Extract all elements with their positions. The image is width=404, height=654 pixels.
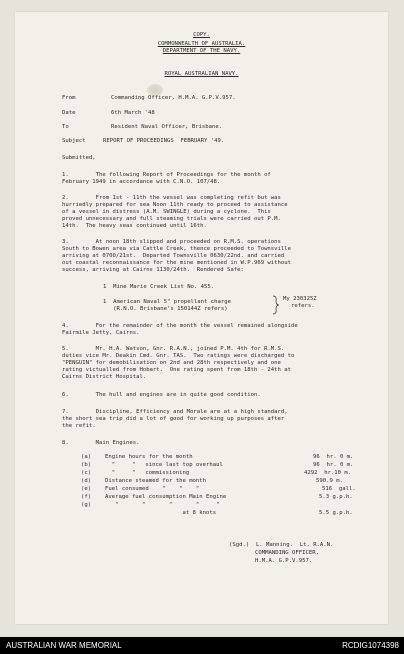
safe-item-2-note: (R.N.O. Brisbane's 150144Z refers) [103,306,228,312]
paragraph-2-line: of a vessel in distress (A.M. SWINGLE) during a cyclone. This [62,209,271,215]
paragraph-7-line: the refit. [62,423,96,429]
brace-icon [272,295,280,315]
from-label: From [62,95,76,101]
subject-value: REPORT OF PROCEEDINGS FEBRUARY '49. [103,138,225,144]
safe-reference-line-2: refers. [291,303,315,309]
paragraph-2-line: hurriedly prepared for sea Noon 11th ready to proceed to assistance [62,202,288,208]
engine-row-value: 5.3 g.p.h. [319,494,353,500]
signature-vessel: H.M.A. G.P.V.957. [255,558,313,564]
paragraph-5-line: duties vice Mr. Deakin Cmd. Gnr. TAS. Two ratings were discharged to [62,353,295,359]
date-value: 6th March '48 [111,110,155,116]
engine-row-label: at 8 knots [105,510,217,516]
paragraph-5-line: Cairns District Hospital. [62,374,147,380]
engine-row-letter: (e) [81,486,92,492]
subject-label: Subject [62,138,86,144]
paragraph-4-line: Fairmile Jetty, Cairns. [62,330,140,336]
paragraph-2-line: 2. From 1st - 11th the vessel was completing refit but was [62,195,281,201]
engine-row-letter: (c) [81,470,92,476]
engine-row-value: 96 hr. 0 m. [313,462,354,468]
engine-row-value: 516 gall. [322,486,356,492]
paragraph-7-line: 7. Discipline, Efficiency and Morale are at a high standard, [62,409,288,415]
engine-row-letter: (f) [81,494,92,500]
engine-row-value: 4292 hr.10 m. [304,470,352,476]
paragraph-2-line: 14th. The heavy seas continued until 16th. [62,223,207,229]
engine-row-label: Distance steamed for the month [105,478,207,484]
engine-row-letter: (g) [81,502,92,508]
paragraph-4-line: 4. For the remainder of the month the vessel remained alongside [62,323,298,329]
date-label: Date [62,110,76,116]
commonwealth-heading: COMMONWEALTH OF AUSTRALIA. [157,41,246,47]
to-label: To [62,124,69,130]
department-heading: DEPARTMENT OF THE NAVY. [162,48,241,54]
safe-reference-line-1: My 230325Z [283,296,317,302]
paragraph-3-line: arriving at 0700/21st. Departed Townsville 0630/22nd. and carried [62,253,285,259]
engine-row-label: Fuel consumed " " " [105,486,200,492]
paragraph-2-line: proved unnecessary and full steaming trials were carried out P.M. [62,216,281,222]
paragraph-5-line: rating victualled from Hobart. One rating spent from 18th - 24th at [62,367,292,373]
from-value: Commanding Officer, H.M.A. G.P.V.957. [111,95,236,101]
engine-row-value: 96 hr. 0 m. [313,454,354,460]
paragraph-3-line: out coastal reconnaissance for the mine mentioned in W.P.969 without [62,260,292,266]
paragraph-6-line: 6. The hull and engines are in quite good condition. [62,392,261,398]
engine-row-value: 5.5 g.p.h. [319,510,353,516]
paragraph-1-line: 1. The following Report of Proceedings for the month of [62,172,271,178]
signature-line: (Sgd.) L. Manning. Lt. R.A.N. [229,542,334,548]
paragraph-5-line: 5. Mr. H.A. Watson, Gnr. R.A.N., joined P.M. 4th for R.M.S. [62,346,285,352]
safe-item-2: 1 American Naval 5" propellant charge [103,299,231,305]
footer-record-id: RCDIG1074398 [342,641,399,650]
engine-row-label: " " since last top overhaul [105,462,223,468]
paragraph-1-line: February 1949 in accordance with C.N.O. 107/48. [62,179,221,185]
engine-row-label: " " " " " [105,502,220,508]
engine-row-letter: (d) [81,478,92,484]
engine-row-label: Engine hours for the month [105,454,193,460]
ran-heading: ROYAL AUSTRALIAN NAVY. [164,71,239,77]
copy-heading: COPY. [193,32,210,38]
paragraph-7-line: the short sea trip did a lot of good for working up purposes after [62,416,285,422]
archive-footer [0,637,404,654]
paragraph-3-line: 3. At noon 18th slipped and proceeded on R.M.S. operations [62,239,281,245]
paragraph-3-line: success, arriving at Cairns 1130/24th. Rendered Safe: [62,267,244,273]
paragraph-8-heading: 8. Main Engines. [62,440,140,446]
engine-row-label: " " commissioning [105,470,190,476]
engine-row-letter: (b) [81,462,92,468]
document-page [15,12,388,624]
engine-row-letter: (a) [81,454,92,460]
submitted-text: Submitted, [62,155,96,161]
signature-title: COMMANDING OFFICER, [255,550,319,556]
engine-row-label: Average fuel consumption Main Engine [105,494,227,500]
footer-source: AUSTRALIAN WAR MEMORIAL [6,641,122,650]
safe-item-1: 1 Mine Marie Creek List No. 455. [103,284,215,290]
engine-row-value: 590.9 m. [316,478,343,484]
to-value: Resident Naval Officer, Brisbane. [111,124,223,130]
paragraph-5-line: "PENGUIN" for demobilisation on 2nd and 28th respectively and one [62,360,281,366]
paragraph-3-line: South to Bowen area via Cattle Creek, thence proceeded to Townsville [62,246,292,252]
